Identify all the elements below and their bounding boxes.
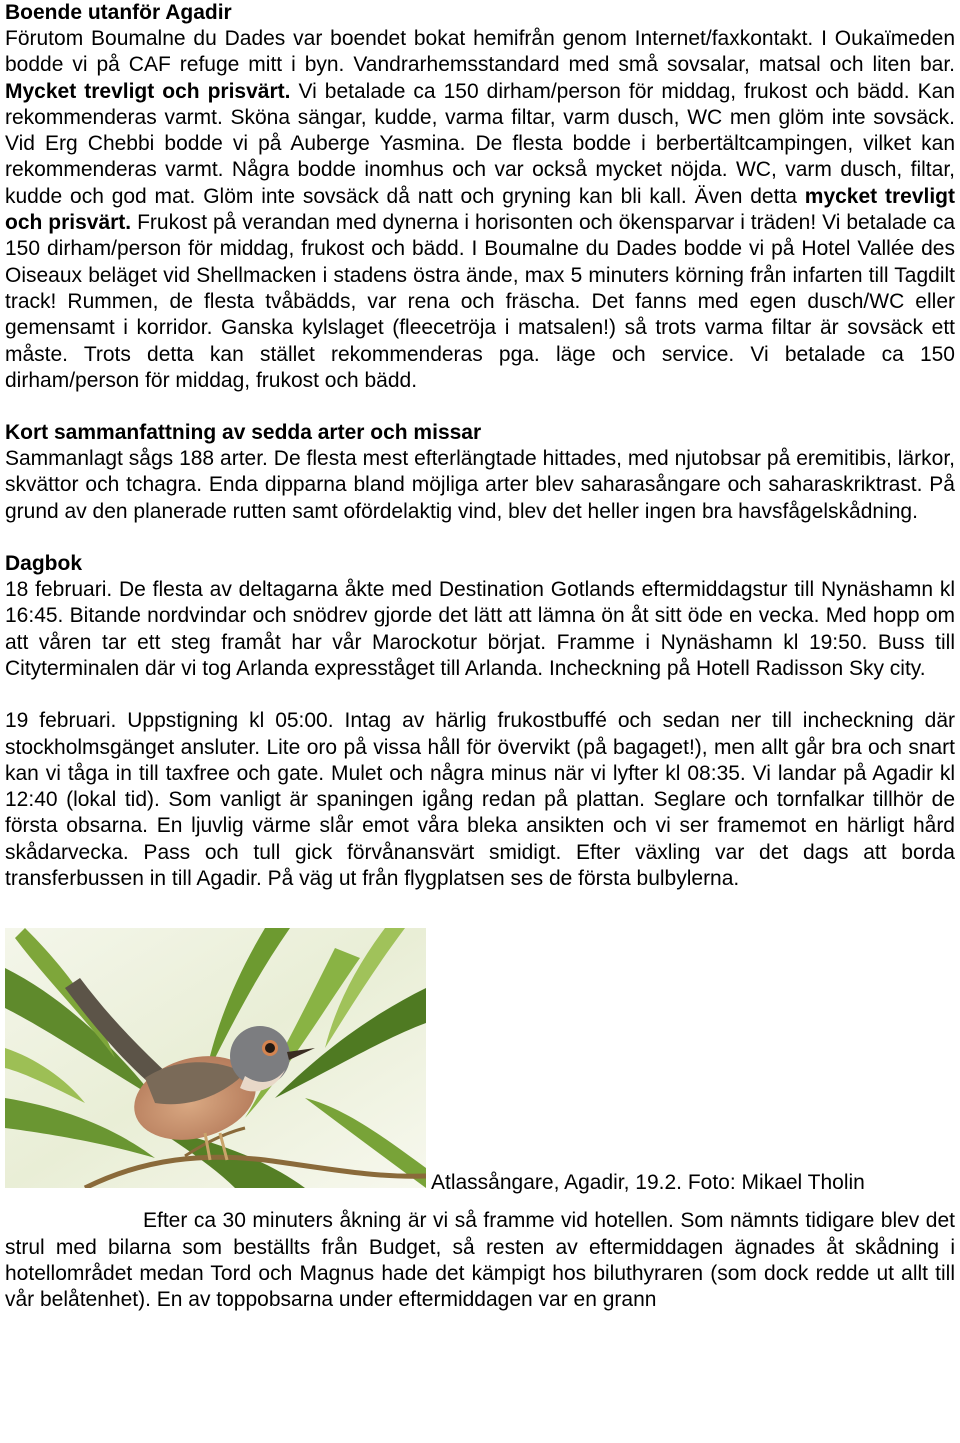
bird-photo [5,928,426,1188]
paragraph-lodging [5,26,955,394]
lodging-text-3: Frukost på verandan med dynerna i horisonten och ökensparvar i träden! Vi betalade ca 150 dirham/person för middag, frukost och bädd. I Boumalne du Dades bodde vi på Hotel Vallée des Oiseaux beläget vid Shellmacken i stadens östra ände, max 5 minuters körning från infarten till Tagdilt track! Rummen, de flesta tvåbädds, var rena och fräscha. Det fanns med egen dusch/WC eller gemensamt i korridor. Ganska kylslaget (fleecetröja i matsalen!) så trots varma filtar är sovsäck ett måste. Trots detta kan stället rekommenderas pga. läge och service. Vi betalade ca 150 dirham/person för middag, frukost och bädd. [5,211,956,392]
diary-entry-19-feb: 19 februari. Uppstigning kl 05:00. Intag av härlig frukostbuffé och sedan ner till incheckning där stockholmsgänget ansluter. Lite oro på vissa håll för övervikt (på bagaget!), men allt går bra och snart kan vi tåga in till taxfree och gate. Mulet och några minus när vi lyfter kl 08:35. Vi landar på Agadir kl 12:40 (lokal tid). Som vanligt är spaningen igång redan på plattan. Seglare och tornfalkar tillhör de första obsarna. En ljuvlig värme slår emot våra bleka ansikten och vi ser framemot en härligt hård skådarvecka. Pass och tull gick förvånansvärt smidigt. Efter växling var det dags att borda transferbussen in till Agadir. På väg ut från flygplatsen ses de första bulbylerna. [5,709,955,891]
lodging-text-2: Vi betalade ca 150 dirham/person för middag, frukost och bädd. Kan rekommenderas varmt. Sköna sängar, kudde, varma filtar, varm dusch, WC men glöm inte sovsäck. Vid Erg Chebbi bodde vi på Auberge Yasmina. De flesta bodde i berbertältcampingen, vilket kan rekommenderas varmt. Några bodde inomhus och var också mycket nöjda. WC, varm dusch, filtar, kudde och god mat. Glöm inte sovsäck då natt och gryning kan bli kall. Även detta [5,79,955,208]
lodging-text-1: Förutom Boumalne du Dades var boendet bokat hemifrån genom Internet/faxkontakt. I Oukaïmeden bodde vi på CAF refuge mitt i byn. Vandrarhemsstandard med små sovsalar, matsal och liten bar. [5,27,955,77]
diary-entry-18-feb: 18 februari. De flesta av deltagarna åkte med Destination Gotlands eftermiddagstur till Nynäshamn kl 16:45. Bitande nordvindar och snödrev gjorde det lätt att lämna ön åt sitt öde en vecka. Med hopp om att våren tar ett steg framåt har vår Marockotur börjat. Framme i Nynäshamn kl 19:50. Buss till Cityterminalen där vi tog Arlanda expresståget till Arlanda. Incheckning på Hotell Radisson Sky city. [5,578,955,680]
diary-entry-continued: Efter ca 30 minuters åkning är vi så framme vid hotellen. Som nämnts tidigare blev det strul med bilarna som beställts från Budget, så resten av eftermiddagen ägnades åt skådning i hotellområdet medan Tord och Magnus hade det kämpigt hos biluthyraren (som dock redde ut allt till vår belåtenhet). En av toppobsarna under eftermiddagen var en grann [5,1209,955,1312]
lodging-bold-2: mycket trevligt och prisvärt. [5,184,955,235]
document-page [5,0,955,1314]
heading-summary: Kort sammanfattning av sedda arter och missar [5,421,482,445]
photo-caption: Atlassångare, Agadir, 19.2. Foto: Mikael Tholin [431,1171,865,1195]
spacer [5,525,955,551]
heading-lodging: Boende utanför Agadir [5,1,232,24]
paragraph-summary: Sammanlagt sågs 188 arter. De flesta mest efterlängtade hittades, med njutobsar på eremitibis, lärkor, skvättor och tchagra. Enda dipparna bland möjliga arter blev saharasångare och saharaskriktrast. På grund av den planerade rutten samt ofördelaktig vind, blev det heller ingen bra havsfågelskådning. [5,447,955,523]
spacer [5,394,955,420]
photo-row [5,928,955,1195]
heading-diary: Dagbok [5,552,83,576]
spacer [5,892,955,926]
spacer [5,682,955,708]
lodging-bold-1: Mycket trevligt och prisvärt. [5,79,291,103]
